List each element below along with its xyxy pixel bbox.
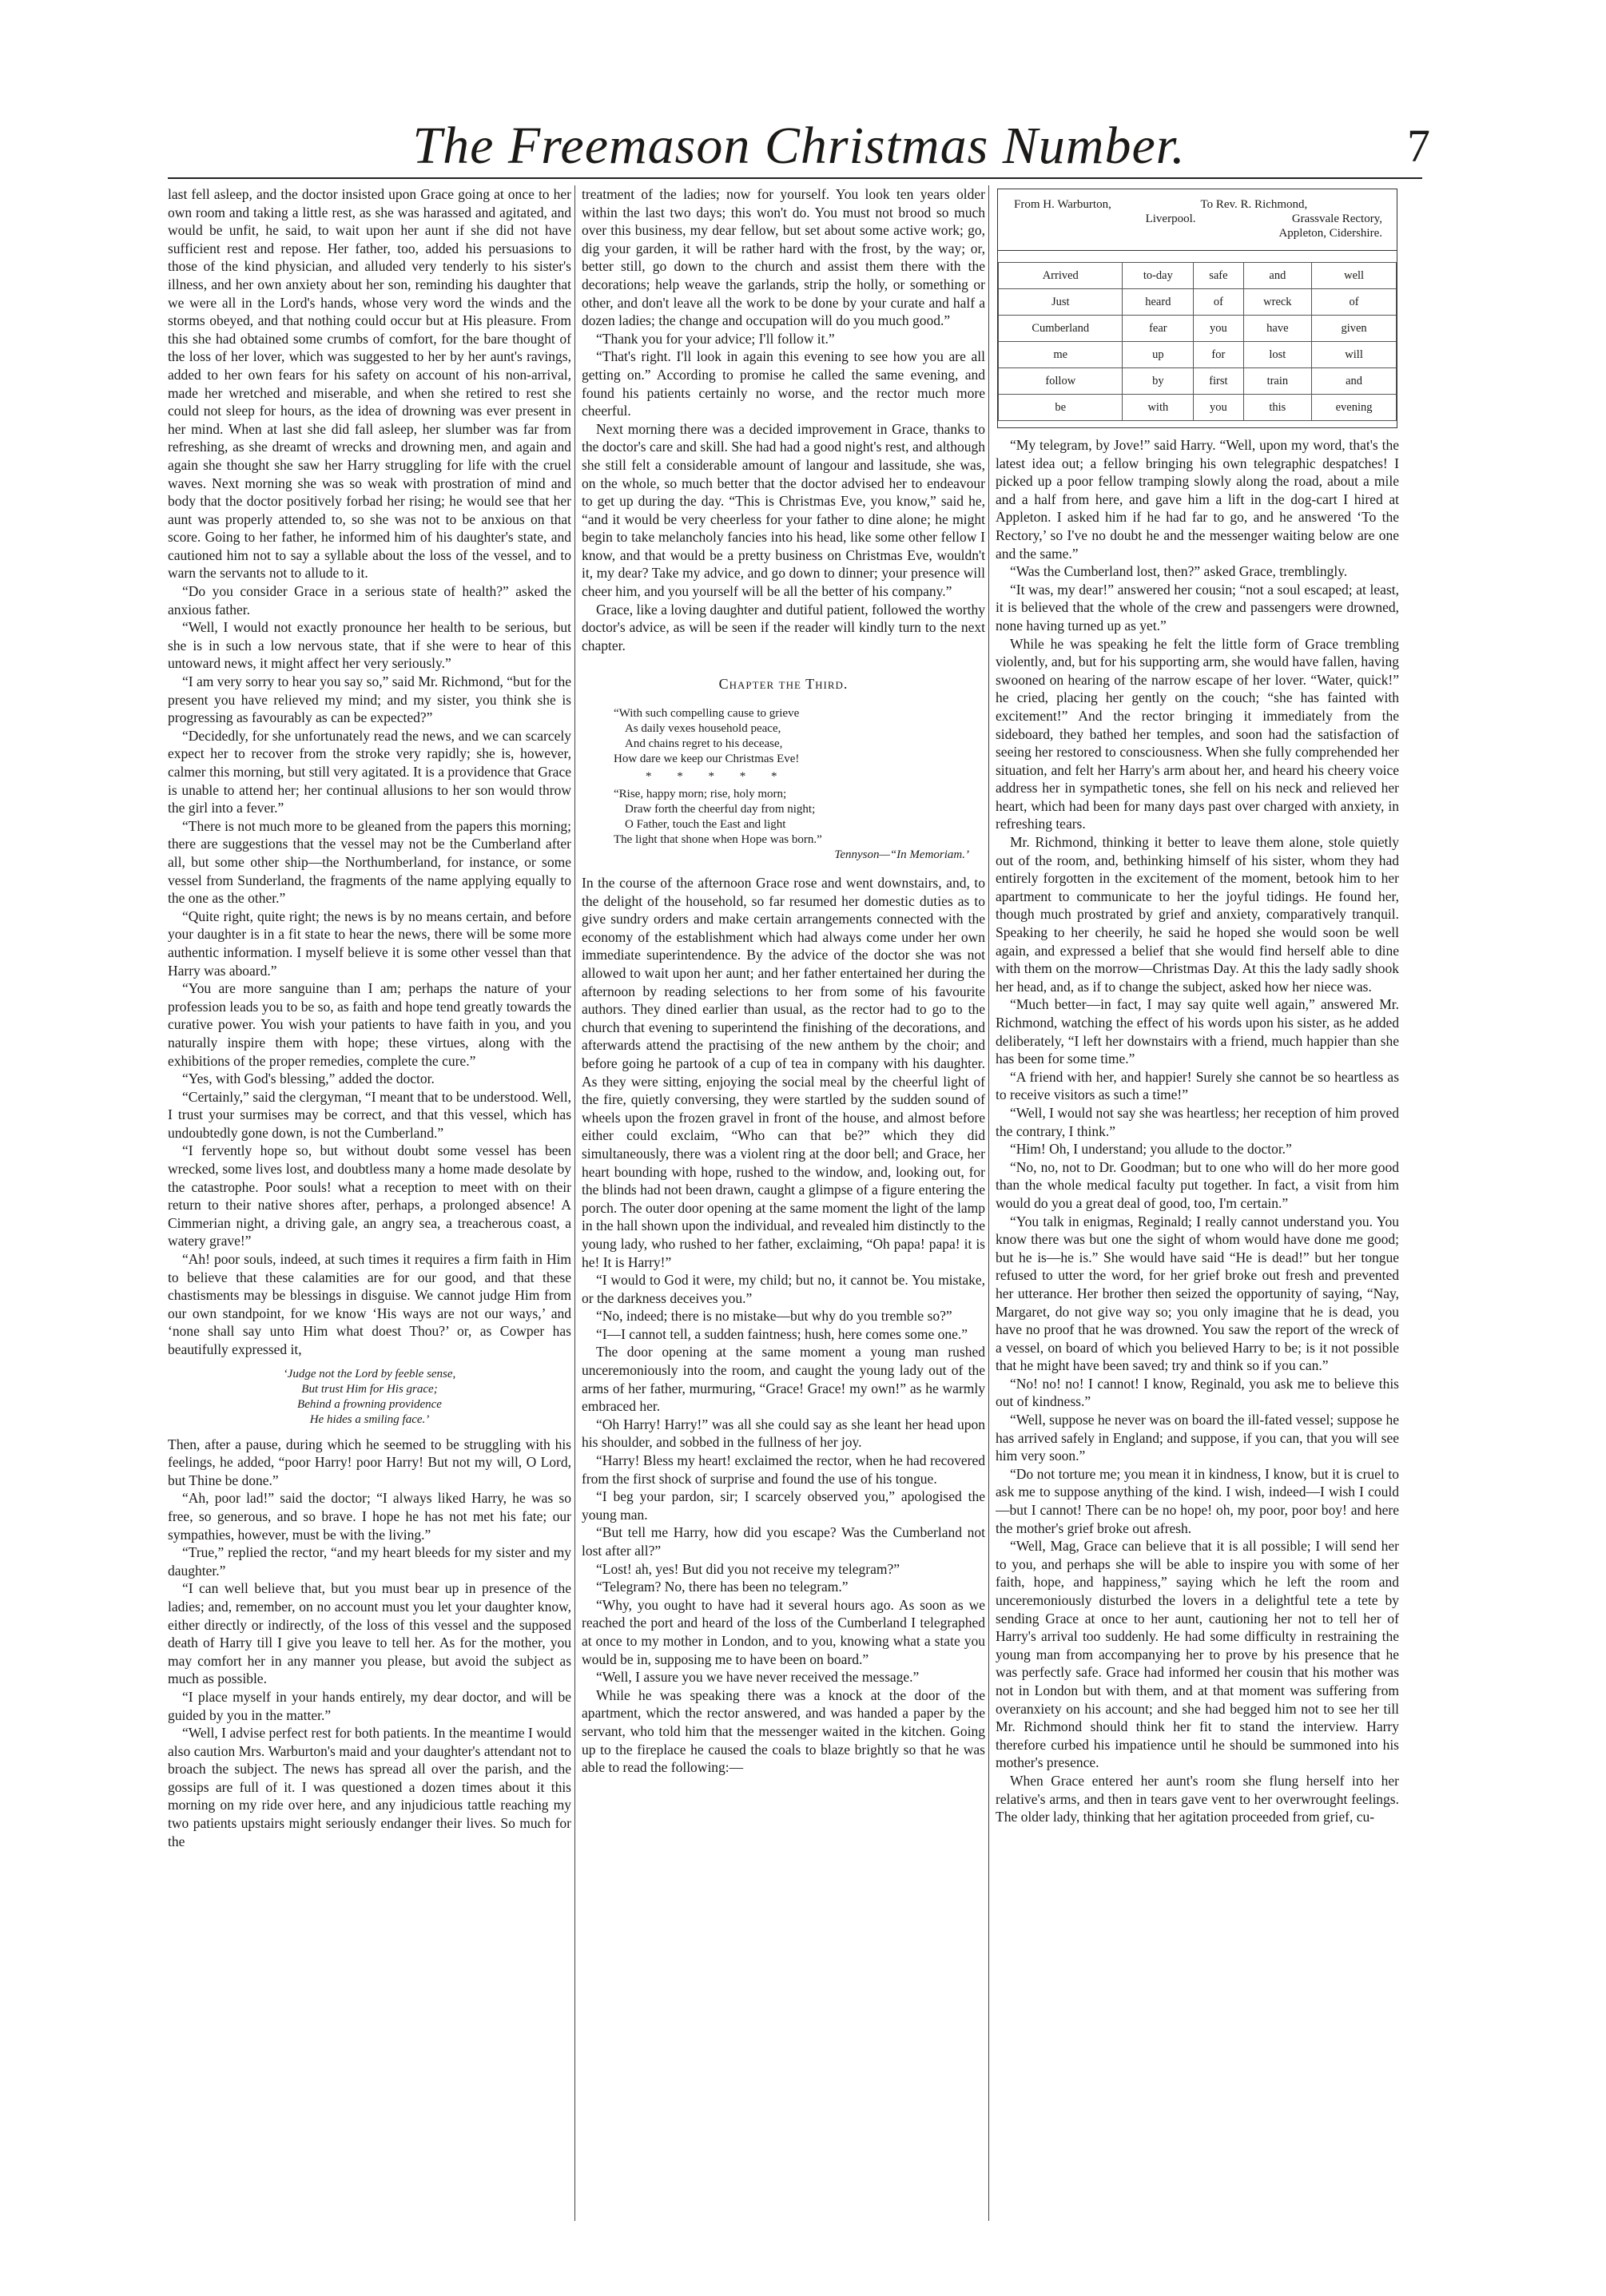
telegram-word: of xyxy=(1194,289,1243,316)
telegram-word: and xyxy=(1312,368,1397,395)
telegram-from-place: Liverpool. xyxy=(1145,213,1196,225)
paragraph: “I beg your pardon, sir; I scarcely observed you,” apologised the young man. xyxy=(582,1488,985,1523)
paragraph: “True,” replied the rector, “and my heart bleeds for my sister and my daughter.” xyxy=(168,1544,571,1579)
telegram-row xyxy=(999,263,1397,289)
paragraph: While he was speaking there was a knock at the door of the apartment, which the rector answered, and was handed a paper by the servant, who told him that the messenger waited in the kitchen. Going up to the fireplace he caused the coals to blaze brightly so that he was able to read the following:— xyxy=(582,1686,985,1776)
telegram-word: follow xyxy=(999,368,1123,395)
poem-line: And chains regret to his decease, xyxy=(625,737,783,751)
paragraph: “Quite right, quite right; the news is by no means certain, and before your daughter is in a fit state to hear the news, there will be some more authentic information. I myself believe it is some other vessel than that Harry was aboard.” xyxy=(168,908,571,979)
paragraph: “Yes, with God's blessing,” added the doctor. xyxy=(182,1071,435,1087)
verse-line: He hides a smiling face.’ xyxy=(309,1412,430,1426)
paragraph: “Harry! Bless my heart! exclaimed the rector, when he had recovered from the first shock of surprise and found the use of his tongue. xyxy=(582,1452,985,1487)
column-2 xyxy=(582,185,985,2230)
paragraph: “Decidedly, for she unfortunately read the news, and we can scarcely expect her to recover from the stroke very rapidly; she is, however, calmer this morning, but still very agitated. It is a providence that Grace is unable to attend her; her continual allusions to her son would throw the girl into a fever.” xyxy=(168,727,571,816)
paragraph: “I am very sorry to hear you say so,” said Mr. Richmond, “but for the present you have relieved my mind; and my sister, you think she is progressing as favourably as can be expected?” xyxy=(168,673,571,726)
telegram-word: heard xyxy=(1123,289,1194,316)
telegram-word: by xyxy=(1123,368,1194,395)
paragraph: “Well, Mag, Grace can believe that it is all possible; I will send her to you, and perhaps she will be able to inspire you with some of her faith, hope, and happiness,” saying which he left the room and unceremoniously disturbed the lovers in a delightful tete a tete by sending Grace at once to her aunt, cautioning her not to tell her of Harry's arrival too suddenly. He had some difficulty in restraining the young man from accompanying her to prove by his presence that he was perfectly safe. Grace had informed her cousin that his mother was not in London but with them, and at that moment was suffering from overanxiety on his account; and she had begged him not to see her till Mr. Richmond should think her fit to stand the interview. Harry therefore curbed his impatience until he should be summoned into his mother's presence. xyxy=(996,1538,1399,1771)
telegram-word: up xyxy=(1123,342,1194,368)
poem-line: O Father, touch the East and light xyxy=(625,818,786,832)
paragraph: “Well, I advise perfect rest for both patients. In the meantime I would also caution Mrs. Warburton's maid and your daughter's attendant not to broach the subject. The news has spread all over the parish, and the gossips are full of it. I was questioned a dozen times about it this morning on my ride over here, and any injudicious tattle reaching my two patients upstairs might seriously endanger their lives. So much for the xyxy=(168,1725,571,1849)
paragraph: “Why, you ought to have had it several hours ago. As soon as we reached the port and heard of the loss of the Cumberland I telegraphed at once to my mother in London, and to you, knowing what a state you would be in, supposing me to have been on board.” xyxy=(582,1596,985,1667)
tennyson-poem xyxy=(614,706,985,863)
page-title: The Freemason Christmas Number. xyxy=(412,117,1186,175)
verse-line: But trust Him for His grace; xyxy=(301,1382,438,1396)
telegram-word: given xyxy=(1312,316,1397,342)
telegram-word: train xyxy=(1243,368,1312,395)
telegram-word: Just xyxy=(999,289,1123,316)
telegram-word: Cumberland xyxy=(999,316,1123,342)
telegram-word: and xyxy=(1243,263,1312,289)
telegram-word: be xyxy=(999,395,1123,421)
poem-line: The light that shone when Hope was born.” xyxy=(614,833,822,847)
telegram-to-address: Appleton, Cidershire. xyxy=(1278,227,1382,240)
paragraph: “Oh Harry! Harry!” was all she could say as she leant her head upon his shoulder, and sobbed in the fullness of her joy. xyxy=(582,1416,985,1451)
paragraph: “My telegram, by Jove!” said Harry. “Well, upon my word, that's the latest idea out; a fellow bringing his own telegraphic despatches! I picked up a poor fellow tramping slowly along the road, about a mile and a half from here, and gave him a lift in the dog-cart I hired at Appleton. I asked him if he had far to go, and he answered ‘To the Rectory,’ so I've no doubt he and the messenger waiting below are one and the same.” xyxy=(996,437,1399,562)
paragraph: Then, after a pause, during which he seemed to be struggling with his feelings, he added, “poor Harry! poor Harry! But not my will, O Lord, but Thine be done.” xyxy=(168,1436,571,1488)
telegram-word: you xyxy=(1194,395,1243,421)
paragraph: The door opening at the same moment a young man rushed unceremoniously into the room, and caught the young lady out of the arms of her father, murmuring, “Grace! Grace! my own!” as he warmly embraced her. xyxy=(582,1344,985,1415)
paragraph: “Well, I assure you we have never received the message.” xyxy=(596,1669,920,1686)
telegram-word: Arrived xyxy=(999,263,1123,289)
paragraph: last fell asleep, and the doctor insisted upon Grace going at once to her own room and taking a little rest, as she was harassed and agitated, and would be unfit, he said, to wait upon her aunt if she did not have sufficient rest and repose. Her father, too, added his persuasions to those of the kind physician, and alluded very tenderly to his sister's illness, and her own anxiety about her son, reminding his daughter that we were all in the Lord's hands, whose very word the winds and the storms obeyed, and that nothing could occur but at His pleasure. From this she had obtained some crumbs of comfort, for the bare thought of the loss of her lover, which was suggested to her by her aunt's ravings, added to her own fears for his safety on account of his non-arrival, made her wretched and miserable, and when she retired to rest she could not sleep for hours, as the idea of drowning was ever present in her mind. When at last she did fall asleep, her slumber was far from refreshing, as she dreamt of wrecks and drowning men, and again and again she thought she saw her Harry struggling for life with the cruel waves. Next morning she was so weak with prostration of mind and body that the doctor positively forbad her rising; he would see that her aunt was properly attended to, so she was not to be anxious on that score. Going to her father, he informed him of his daughter's state, and cautioned him not to say a syllable about the loss of the vessel, and to warn the servants not to allude to it. xyxy=(168,186,571,582)
poem-attribution: Tennyson—“In Memoriam.’ xyxy=(834,848,969,862)
verse-line: Behind a frowning providence xyxy=(297,1397,442,1411)
telegram-form xyxy=(997,189,1397,428)
poem-line: “With such compelling cause to grieve xyxy=(614,707,800,721)
telegram-word: of xyxy=(1312,289,1397,316)
column-3 xyxy=(996,185,1399,2230)
paragraph: “It was, my dear!” answered her cousin; “not a soul escaped; at least, it is believed that the whole of the crew and passengers were drowned, none having turned up as yet.” xyxy=(996,581,1399,634)
telegram-row xyxy=(999,368,1397,395)
telegram-header xyxy=(998,189,1397,251)
paragraph: “A friend with her, and happier! Surely she cannot be so heartless as to receive visitors as such a time!” xyxy=(996,1068,1399,1103)
poem-line: Draw forth the cheerful day from night; xyxy=(625,803,816,816)
telegram-from: From H. Warburton, xyxy=(1014,198,1111,211)
telegram-word: well xyxy=(1312,263,1397,289)
telegram-word: will xyxy=(1312,342,1397,368)
paragraph: While he was speaking he felt the little form of Grace trembling violently, and, but for his supporting arm, she would have fallen, having swooned on hearing of the narrow escape of her lover. “Water, quick!” he cried, placing her gently on the couch; “she has fainted with excitement!” And the rector bringing it immediately from the sideboard, they bathed her temples, and soon had the satisfaction of seeing her restored to consciousness. When she fully comprehended her situation, and felt her Harry's arm about her, and heard his cheery voice address her in sympathetic tones, she fell on his neck and relieved her heart, which had been for many days past over charged with anxiety, in refreshing tears. xyxy=(996,635,1399,832)
paragraph: Mr. Richmond, thinking it better to leave them alone, stole quietly out of the room, and, bethinking himself of his sister, whom they had entirely forgotten in the excitement of the moment, betook him to her apartment to communicate to her the joyful tidings. He found her, though much prostrated by grief and anxiety, comparatively tranquil. Speaking to her cheerily, he said he hoped she would soon be well again, and expressed a belief that she would find herself able to dine with them on the morrow—Christmas Day. At this the lady sadly shook her head, and, as if to change the subject, asked how her niece was. xyxy=(996,834,1399,995)
paragraph: “I would to God it were, my child; but no, it cannot be. You mistake, or the darkness deceives you.” xyxy=(582,1272,985,1306)
telegram-word: lost xyxy=(1243,342,1312,368)
paragraph: treatment of the ladies; now for yourself. You look ten years older within the last two days; this won't do. You must not brood so much over this business, my dear fellow, but set about some active work; go, dig your garden, it will be rather hard with the frost, by the way; or, better still, go down to the church and assist them there with the decorations; help weave the garlands, strip the holly, or something or other, and don't leave all the work to be done by your curate and half a dozen ladies; the change and occupation will do you much good.” xyxy=(582,186,985,329)
poem-line: “Rise, happy morn; rise, holy morn; xyxy=(614,788,787,801)
paragraph: In the course of the afternoon Grace rose and went downstairs, and, to the delight of the household, so far resumed her domestic duties as to give sundry orders and make certain arrangements connected with the economy of the establishment which had always come under her own immediate superintendence. By the advice of the doctor she was not allowed to wait upon her aunt; and her father entertained her during the afternoon by reading selections to her from some of his favourite authors. They dined earlier than usual, as the rector had to go to the church that evening to superintend the finishing of the decorations, and afterwards attend the practising of the new anthem by the choir; and before going he partook of a cup of tea in company with his daughter. As they were sitting, enjoying the social meal by the cheerful light of the fire, quietly conversing, they were startled by the sudden sound of wheels upon the frozen gravel in front of the house, and almost before either could exclaim, “Who can that be?” which they did simultaneously, there was a violent ring at the door bell; and Grace, her heart bounding with hope, rushed to the window, and, looking out, for the blinds had not been drawn, caught a glimpse of a figure entering the porch. The outer door opening at the same moment the light of the lamp in the hall shown upon the individual, and revealed him distinctly to the young lady, who rushed to her father, exclaiming, “Oh papa! papa! it is he! It is Harry!” xyxy=(582,875,985,1270)
telegram-word: with xyxy=(1123,395,1194,421)
telegram-word: for xyxy=(1194,342,1243,368)
telegram-row xyxy=(999,316,1397,342)
paragraph: “That's right. I'll look in again this evening to see how you are all getting on.” According to promise he called the same evening, and found his patients certainly no worse, and the rector much more cheerful. xyxy=(582,348,985,419)
poem-line: How dare we keep our Christmas Eve! xyxy=(614,753,800,766)
header-rule xyxy=(168,177,1422,179)
telegram-word: first xyxy=(1194,368,1243,395)
telegram-word: safe xyxy=(1194,263,1243,289)
telegram-word: you xyxy=(1194,316,1243,342)
paragraph: “I place myself in your hands entirely, my dear doctor, and will be guided by you in the matter.” xyxy=(168,1688,571,1723)
paragraph: “I—I cannot tell, a sudden faintness; hush, here comes some one.” xyxy=(596,1325,968,1342)
telegram-word: to-day xyxy=(1123,263,1194,289)
paragraph: “Thank you for your advice; I'll follow it.” xyxy=(596,330,835,347)
telegram-to-address: Grassvale Rectory, xyxy=(1291,213,1382,225)
paragraph: “Ah, poor lad!” said the doctor; “I always liked Harry, he was so free, so generous, and so brave. I hope he has not met his fate; our sympathies, however, must be with the living.” xyxy=(168,1490,571,1543)
column-divider xyxy=(574,185,575,2221)
paragraph: “Do you consider Grace in a serious state of health?” asked the anxious father. xyxy=(168,583,571,618)
telegram-row xyxy=(999,289,1397,316)
paragraph: “Ah! poor souls, indeed, at such times it requires a firm faith in Him to believe that these calamities are for our good, and that these chastisments may be blessings in disguise. We cannot judge Him from our own standpoint, for we know ‘His ways are not our ways,’ and ‘none shall say unto Him what doest Thou?’ or, as Cowper has beautifully expressed it, xyxy=(168,1251,571,1357)
paragraph: “Well, I would not exactly pronounce her health to be serious, but she is in such a low nervous state, that if she were to hear of this untoward news, it might affect her very seriously.” xyxy=(168,619,571,672)
paragraph: “Well, suppose he never was on board the ill-fated vessel; suppose he has arrived safely in England; and suppose, if you can, that you will see him very soon.” xyxy=(996,1412,1399,1464)
telegram-word: have xyxy=(1243,316,1312,342)
paragraph: “Him! Oh, I understand; you allude to the doctor.” xyxy=(1010,1141,1292,1158)
paragraph: Next morning there was a decided improvement in Grace, thanks to the doctor's care and skill. She had had a good night's rest, and although she still felt a considerable amount of langour and lassitude, she was, on the whole, so much better that the doctor advised her to endeavour to get up during the day. “This is Christmas Eve, you know,” said he, “and it would be very cheerless for your father to dine alone; he might begin to take melancholy fancies into his head, like some other fellow I know, and that would be a pretty business on Christmas Eve, wouldn't it, my dear? Take my advice, and go down to dinner; your presence will cheer him, and you yourself will be all the better of his company.” xyxy=(582,420,985,600)
verse-line: ‘Judge not the Lord by feeble sense, xyxy=(283,1367,456,1380)
paragraph: “Lost! ah, yes! But did you not receive my telegram?” xyxy=(596,1560,900,1577)
telegram-message-grid xyxy=(998,262,1397,421)
paragraph: Grace, like a loving daughter and dutiful patient, followed the worthy doctor's advice, as will be seen if the reader will kindly turn to the next chapter. xyxy=(582,601,985,653)
paragraph: “But tell me Harry, how did you escape? Was the Cumberland not lost after all?” xyxy=(582,1524,985,1559)
cowper-verse xyxy=(168,1367,571,1428)
paragraph: “Well, I would not say she was heartless; her reception of him proved the contrary, I think.” xyxy=(996,1104,1399,1139)
telegram-sender xyxy=(1008,197,1201,240)
paragraph: “You are more sanguine than I am; perhaps the nature of your profession leads you to be so, as faith and hope tend greatly towards the curative power. You wish your patients to have faith in you, and you naturally inspire them with hope; these virtues, along with the exhibitions of the proper remedies, complete the cure.” xyxy=(168,980,571,1069)
paragraph: “No, indeed; there is no mistake—but why do you tremble so?” xyxy=(596,1308,952,1325)
stars-separator: * * * * * xyxy=(646,770,789,784)
paragraph: “Telegram? No, there has been no telegram.” xyxy=(596,1579,849,1595)
paragraph: “Was the Cumberland lost, then?” asked Grace, tremblingly. xyxy=(1010,563,1348,580)
telegram-word: evening xyxy=(1312,395,1397,421)
masthead xyxy=(168,118,1430,174)
telegram-row xyxy=(999,342,1397,368)
paragraph: “There is not much more to be gleaned from the papers this morning; there are suggestions that the vessel may not be the Cumberland after all, but some other ship—the Northumberland, for instance, or some vessel from Sunderland, the fragments of the name applying equally to the one as the other.” xyxy=(168,817,571,907)
telegram-row xyxy=(999,395,1397,421)
page-number: 7 xyxy=(1407,120,1430,172)
telegram-word: fear xyxy=(1123,316,1194,342)
telegram-word: wreck xyxy=(1243,289,1312,316)
column-divider xyxy=(988,185,989,2221)
telegram-recipient xyxy=(1201,197,1388,240)
paragraph: “No, no, not to Dr. Goodman; but to one who will do her more good than the whole medical faculty put together. In fact, a visit from him would do you a great deal of good, too, I'm certain.” xyxy=(996,1158,1399,1211)
poem-line: As daily vexes household peace, xyxy=(625,722,781,736)
paragraph: When Grace entered her aunt's room she flung herself into her relative's arms, and then in tears gave vent to her overwrought feelings. The older lady, thinking that her agitation proceeded from grief, cu- xyxy=(996,1772,1399,1825)
telegram-to: To Rev. R. Richmond, xyxy=(1200,198,1308,211)
paragraph: “No! no! no! I cannot! I know, Reginald, you ask me to believe this out of kindness.” xyxy=(996,1375,1399,1410)
chapter-heading: Chapter the Third. xyxy=(718,676,849,693)
paragraph: “You talk in enigmas, Reginald; I really cannot understand you. You know there was but one the sight of whom would have done me good; but he is—he is.” She would have said “He is dead!” but her tongue refused to utter the word, for her grief broke out fresh and prevented her utterance. Her brother then seized the opportunity of saying, “Nay, Margaret, do not give way so; you only imagine that he is dead, you have no proof that he was drowned. You saw the report of the wreck of a vessel, on board of which you believed Harry to be; is it not possible that he might have been saved; try and think so if you can.” xyxy=(996,1213,1399,1374)
column-1 xyxy=(168,185,571,2230)
paragraph: “I fervently hope so, but without doubt some vessel has been wrecked, some lives lost, and doubtless many a home made desolate by the catastrophe. Poor souls! what a reception to meet with on their return to their native shores after, perhaps, a prolonged absence! A Cimmerian night, a driving gale, an angry sea, a treacherous coast, a watery grave!” xyxy=(168,1142,571,1249)
paragraph: “Certainly,” said the clergyman, “I meant that to be understood. Well, I trust your surmises may be correct, and that this vessel, which has undoubtedly gone down, is not the Cumberland.” xyxy=(168,1088,571,1141)
paragraph: “I can well believe that, but you must bear up in presence of the ladies; and, remember, on no account must you let your daughter know, either directly or indirectly, of the loss of this vessel and the supposed death of Harry till I give you leave to tell her. As for the mother, you may comfort her in any manner you please, but avoid the subject as much as possible. xyxy=(168,1580,571,1687)
telegram-word: me xyxy=(999,342,1123,368)
paragraph: “Much better—in fact, I may say quite well again,” answered Mr. Richmond, watching the effect of his words upon his sister, as he added deliberately, “I left her downstairs with a friend, much happier than she has been for some time.” xyxy=(996,996,1399,1067)
paragraph: “Do not torture me; you mean it in kindness, I know, but it is cruel to ask me to suppose anything of the kind. I wish, indeed—I wish I could—but I cannot! There can be no hope! oh, my poor, poor boy! and here the mother's grief broke out afresh. xyxy=(996,1465,1399,1536)
telegram-word: this xyxy=(1243,395,1312,421)
